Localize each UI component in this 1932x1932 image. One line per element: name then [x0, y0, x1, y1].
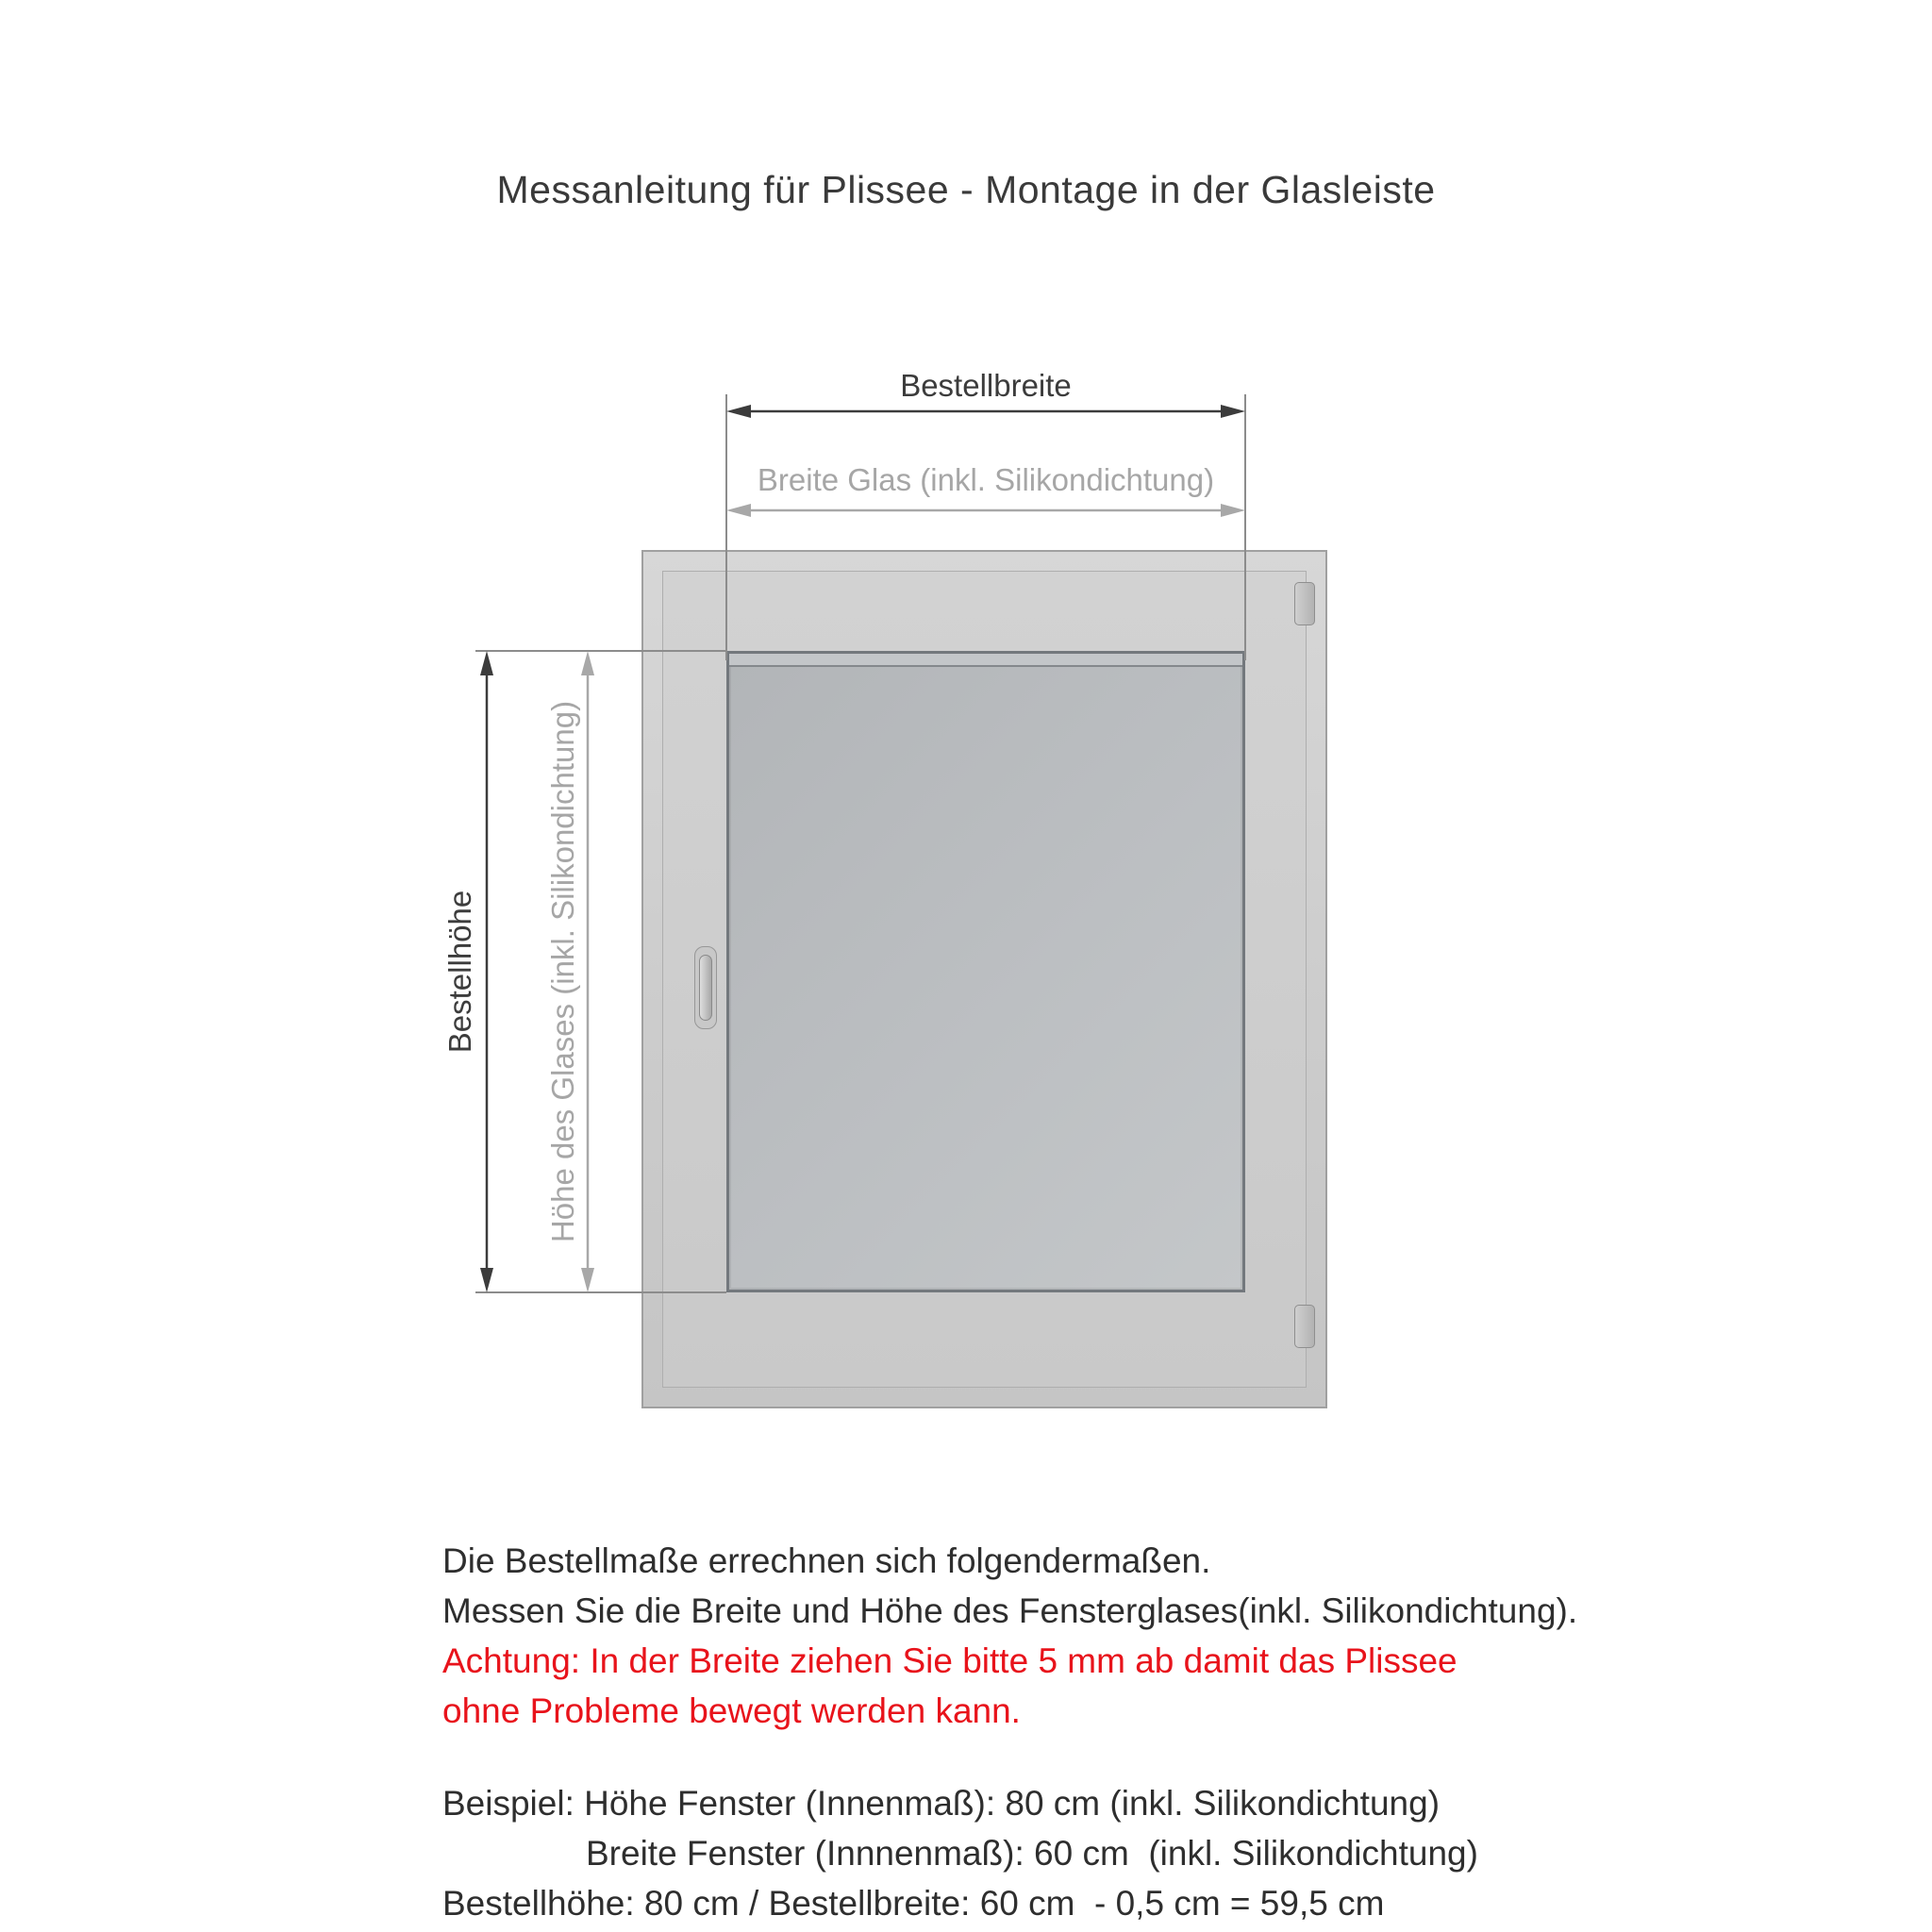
instruction-line-1: Die Bestellmaße errechnen sich folgendermaßen. — [442, 1541, 1211, 1580]
glass-width-arrow — [726, 504, 1245, 517]
example-result-line: Bestellhöhe: 80 cm / Bestellbreite: 60 cm - 0,5 cm = 59,5 cm — [442, 1884, 1385, 1923]
instruction-line-2: Messen Sie die Breite und Höhe des Fensterglases(inkl. Silikondichtung). — [442, 1591, 1578, 1630]
order-height-label: Bestellhöhe — [442, 890, 477, 1054]
glass-top-rail — [729, 654, 1242, 667]
example-height-line: Beispiel: Höhe Fenster (Innenmaß): 80 cm (inkl. Silikondichtung) — [442, 1784, 1441, 1823]
page-title: Messanleitung für Plissee - Montage in der Glasleiste — [496, 168, 1436, 211]
glass-height-arrow — [581, 651, 594, 1292]
window-glass — [726, 651, 1245, 1292]
window-handle-grip — [699, 955, 712, 1021]
glass-height-label: Höhe des Glases (inkl. Silikondichtung) — [545, 700, 580, 1243]
hinge-top — [1294, 582, 1315, 625]
order-height-arrow — [480, 651, 493, 1292]
example-width-line: Breite Fenster (Innnenmaß): 60 cm (inkl. Silikondichtung) — [586, 1834, 1478, 1873]
warning-line-1: Achtung: In der Breite ziehen Sie bitte 5 mm ab damit das Plissee — [442, 1641, 1457, 1680]
order-width-label: Bestellbreite — [900, 368, 1072, 403]
window-handle — [694, 946, 717, 1029]
hinge-bottom — [1294, 1305, 1315, 1348]
glass-width-label: Breite Glas (inkl. Silikondichtung) — [757, 462, 1215, 497]
warning-line-2: ohne Probleme bewegt werden kann. — [442, 1691, 1021, 1730]
order-width-arrow — [726, 405, 1245, 418]
example-block — [442, 1778, 1577, 1928]
instructions-block — [442, 1536, 1577, 1928]
